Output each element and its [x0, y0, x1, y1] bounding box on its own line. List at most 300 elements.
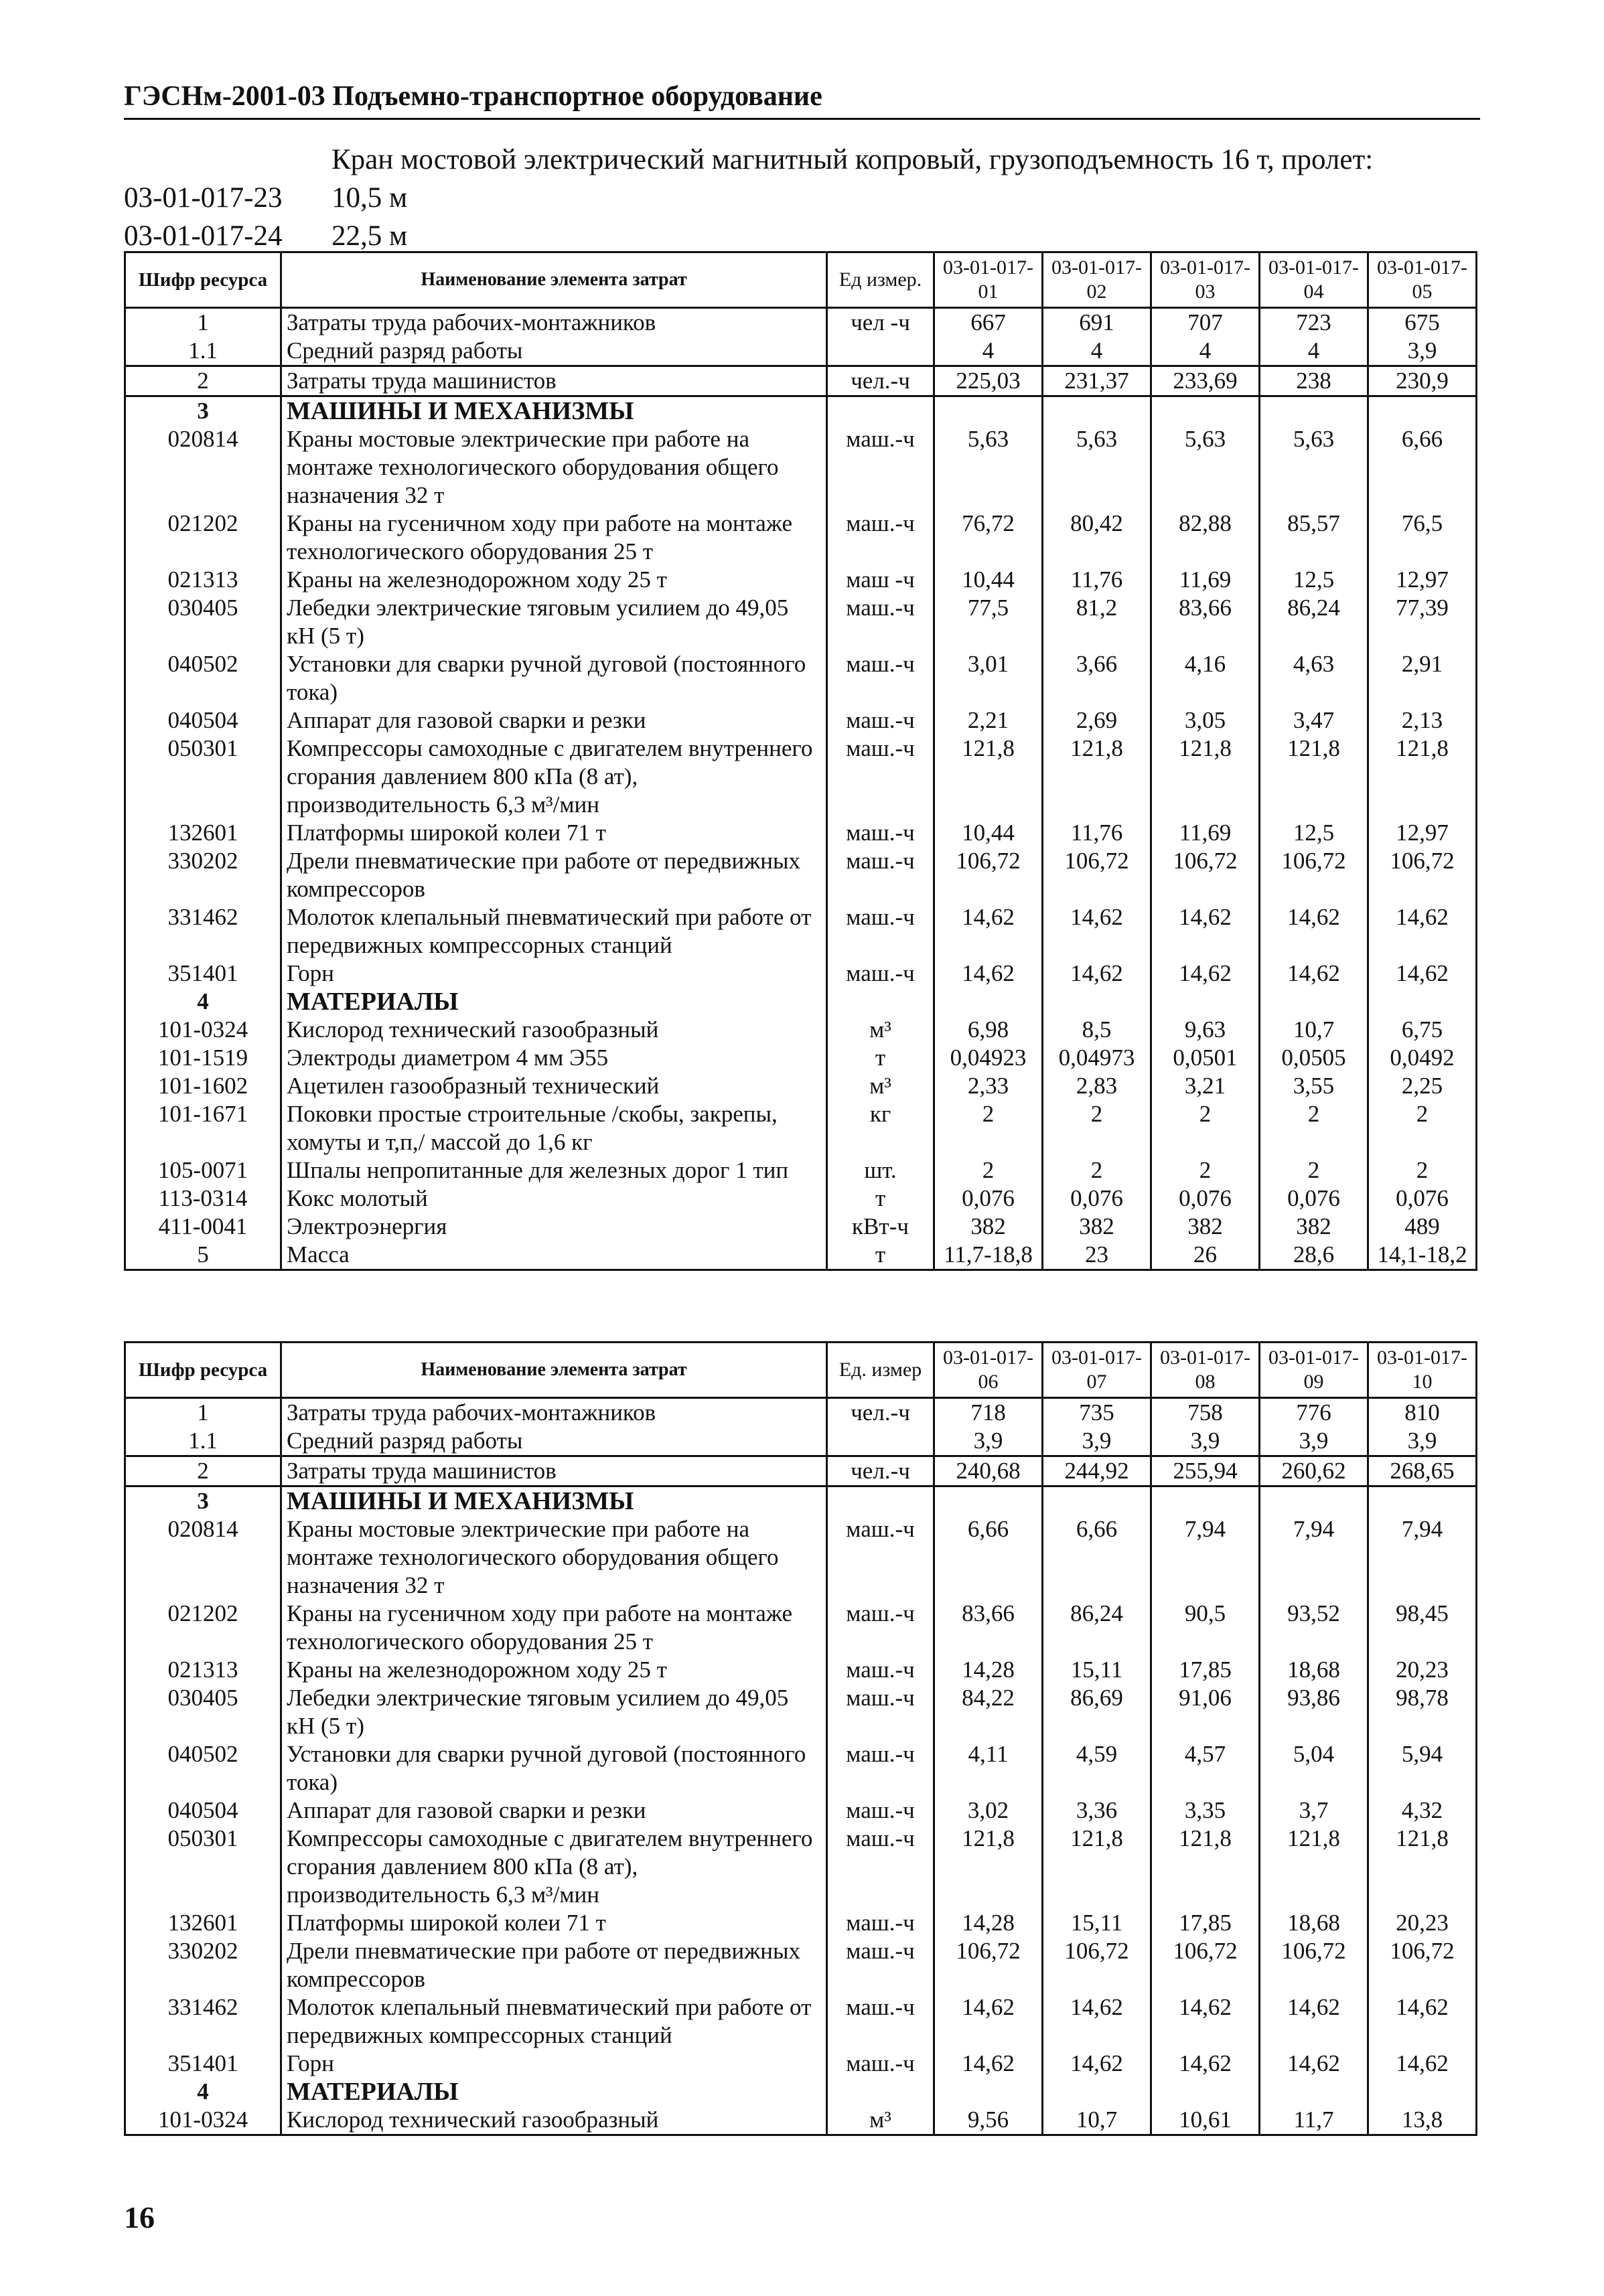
row-value: 83,66 — [1151, 594, 1260, 650]
row-value: 2 — [1043, 1100, 1151, 1156]
row-value: 4,32 — [1368, 1796, 1477, 1825]
intro-item-value: 22,5 м — [332, 220, 408, 252]
row-value: 14,62 — [1151, 2050, 1260, 2078]
row-value: 10,7 — [1043, 2106, 1151, 2135]
row-value: 382 — [1151, 1213, 1260, 1241]
row-value: 0,076 — [1151, 1184, 1260, 1213]
row-unit: т — [827, 1241, 934, 1270]
row-value: 14,62 — [934, 1993, 1043, 2050]
row-name: Поковки простые строительные /скобы, закрепы, хомуты и т,п,/ массой до 1,6 кг — [281, 1100, 827, 1156]
row-code: 101-0324 — [125, 1016, 281, 1044]
row-unit: маш.-ч — [827, 425, 934, 510]
row-unit: чел.-ч — [827, 1398, 934, 1428]
row-value: 18,68 — [1260, 1656, 1368, 1684]
row-name: Платформы широкой колеи 71 т — [281, 819, 827, 847]
row-value: 11,69 — [1151, 566, 1260, 594]
row-code: 3 — [125, 396, 281, 426]
row-value: 17,85 — [1151, 1909, 1260, 1937]
row-unit: т — [827, 1044, 934, 1072]
row-value — [1151, 396, 1260, 426]
table-row — [125, 706, 1477, 735]
row-value: 3,21 — [1151, 1072, 1260, 1100]
row-value: 4,57 — [1151, 1740, 1260, 1796]
row-unit: маш.-ч — [827, 1684, 934, 1740]
row-value: 0,076 — [1043, 1184, 1151, 1213]
row-value: 4,63 — [1260, 650, 1368, 706]
row-unit — [827, 988, 934, 1016]
row-name: Аппарат для газовой сварки и резки — [281, 706, 827, 735]
row-value: 82,88 — [1151, 510, 1260, 566]
row-code: 050301 — [125, 1825, 281, 1909]
row-name: Лебедки электрические тяговым усилием до 49,05 кН (5 т) — [281, 1684, 827, 1740]
row-value — [934, 988, 1043, 1016]
row-name: Краны на железнодорожном ходу 25 т — [281, 566, 827, 594]
row-value: 14,62 — [1260, 960, 1368, 988]
row-value: 5,63 — [934, 425, 1043, 510]
row-code: 030405 — [125, 594, 281, 650]
row-value: 2,25 — [1368, 1072, 1477, 1100]
row-unit: м³ — [827, 2106, 934, 2135]
row-value: 10,44 — [934, 566, 1043, 594]
row-name: Масса — [281, 1241, 827, 1270]
row-code: 1.1 — [125, 337, 281, 366]
table-row — [125, 337, 1477, 366]
row-value: 14,62 — [934, 2050, 1043, 2078]
row-value — [1151, 1486, 1260, 1516]
row-value: 106,72 — [934, 1937, 1043, 1993]
row-value: 260,62 — [1260, 1456, 1368, 1486]
table-row — [125, 2106, 1477, 2135]
row-unit — [827, 337, 934, 366]
row-value: 11,76 — [1043, 566, 1151, 594]
header-col: 03-01-017-07 — [1043, 1343, 1151, 1398]
row-value: 9,63 — [1151, 1016, 1260, 1044]
row-value: 489 — [1368, 1213, 1477, 1241]
table-row — [125, 1398, 1477, 1428]
row-name: Средний разряд работы — [281, 337, 827, 366]
row-value: 382 — [934, 1213, 1043, 1241]
row-value: 255,94 — [1151, 1456, 1260, 1486]
row-value: 244,92 — [1043, 1456, 1151, 1486]
row-code: 1.1 — [125, 1427, 281, 1456]
row-value: 14,62 — [1151, 960, 1260, 988]
row-value: 6,98 — [934, 1016, 1043, 1044]
row-value — [1043, 988, 1151, 1016]
table-row — [125, 1044, 1477, 1072]
row-unit: кВт-ч — [827, 1213, 934, 1241]
row-value: 20,23 — [1368, 1656, 1477, 1684]
row-code: 3 — [125, 1486, 281, 1516]
row-value: 28,6 — [1260, 1241, 1368, 1270]
row-unit: маш.-ч — [827, 960, 934, 988]
row-name: Лебедки электрические тяговым усилием до 49,05 кН (5 т) — [281, 594, 827, 650]
row-value: 3,05 — [1151, 706, 1260, 735]
section-intro — [124, 141, 1480, 255]
row-value: 93,52 — [1260, 1600, 1368, 1656]
table-row — [125, 396, 1477, 426]
table-row — [125, 650, 1477, 706]
row-value: 0,076 — [1260, 1184, 1368, 1213]
row-value: 0,04923 — [934, 1044, 1043, 1072]
table-row — [125, 1600, 1477, 1656]
header-col: 03-01-017-06 — [934, 1343, 1043, 1398]
row-code: 040504 — [125, 1796, 281, 1825]
header-col: 03-01-017-01 — [934, 252, 1043, 308]
header-unit: Ед измер. — [827, 252, 934, 308]
row-value: 14,62 — [1368, 2050, 1477, 2078]
row-value: 382 — [1260, 1213, 1368, 1241]
row-value: 3,66 — [1043, 650, 1151, 706]
row-value: 3,9 — [1260, 1427, 1368, 1456]
row-value — [1368, 988, 1477, 1016]
row-code: 021313 — [125, 566, 281, 594]
row-value: 6,66 — [1043, 1515, 1151, 1600]
row-unit: чел -ч — [827, 308, 934, 337]
row-value: 12,97 — [1368, 566, 1477, 594]
row-value: 106,72 — [1260, 847, 1368, 903]
row-name: Электроды диаметром 4 мм Э55 — [281, 1044, 827, 1072]
row-unit: маш.-ч — [827, 1796, 934, 1825]
row-value: 3,35 — [1151, 1796, 1260, 1825]
row-value: 4,11 — [934, 1740, 1043, 1796]
row-value: 7,94 — [1151, 1515, 1260, 1600]
header-col: 03-01-017-05 — [1368, 252, 1477, 308]
row-value — [1260, 988, 1368, 1016]
row-value: 106,72 — [934, 847, 1043, 903]
row-value — [1260, 1486, 1368, 1516]
row-value — [934, 1486, 1043, 1516]
table-row — [125, 960, 1477, 988]
row-name: Краны на железнодорожном ходу 25 т — [281, 1656, 827, 1684]
running-title: ГЭСНм-2001-03 Подъемно-транспортное оборудование — [124, 80, 1480, 120]
table-row — [125, 847, 1477, 903]
row-value: 121,8 — [1151, 735, 1260, 819]
row-value: 3,9 — [1368, 337, 1477, 366]
row-value: 121,8 — [934, 735, 1043, 819]
row-value: 14,62 — [1151, 1993, 1260, 2050]
row-unit: маш.-ч — [827, 510, 934, 566]
row-name: Затраты труда машинистов — [281, 366, 827, 396]
row-code: 030405 — [125, 1684, 281, 1740]
row-value: 5,63 — [1260, 425, 1368, 510]
row-value: 758 — [1151, 1398, 1260, 1428]
table-row — [125, 1241, 1477, 1270]
row-unit: маш -ч — [827, 566, 934, 594]
row-value: 0,04973 — [1043, 1044, 1151, 1072]
row-value: 15,11 — [1043, 1656, 1151, 1684]
row-value: 106,72 — [1043, 1937, 1151, 1993]
row-unit: маш.-ч — [827, 819, 934, 847]
row-value: 240,68 — [934, 1456, 1043, 1486]
table-body — [125, 308, 1477, 1270]
row-name: Дрели пневматические при работе от передвижных компрессоров — [281, 1937, 827, 1993]
row-value: 230,9 — [1368, 366, 1477, 396]
row-name: Горн — [281, 2050, 827, 2078]
row-value: 76,72 — [934, 510, 1043, 566]
row-value — [1368, 2078, 1477, 2106]
row-value: 4 — [1151, 337, 1260, 366]
row-value: 0,076 — [1368, 1184, 1477, 1213]
row-code: 021202 — [125, 510, 281, 566]
row-unit — [827, 396, 934, 426]
header-unit: Ед. измер — [827, 1343, 934, 1398]
row-unit: маш.-ч — [827, 1600, 934, 1656]
table-row — [125, 1016, 1477, 1044]
row-value: 776 — [1260, 1398, 1368, 1428]
row-value: 12,5 — [1260, 819, 1368, 847]
row-value: 6,66 — [1368, 425, 1477, 510]
row-value: 675 — [1368, 308, 1477, 337]
row-name: Затраты труда рабочих-монтажников — [281, 308, 827, 337]
header-col: 03-01-017-08 — [1151, 1343, 1260, 1398]
intro-item — [124, 217, 1480, 255]
row-code: 331462 — [125, 1993, 281, 2050]
row-unit: маш.-ч — [827, 1515, 934, 1600]
row-code: 132601 — [125, 819, 281, 847]
table-row — [125, 903, 1477, 960]
row-value: 4 — [934, 337, 1043, 366]
row-value: 10,7 — [1260, 1016, 1368, 1044]
row-value — [1151, 988, 1260, 1016]
row-value: 6,75 — [1368, 1016, 1477, 1044]
row-value: 4 — [1043, 337, 1151, 366]
header-code: Шифр ресурса — [125, 252, 281, 308]
row-unit: чел.-ч — [827, 1456, 934, 1486]
row-code: 1 — [125, 308, 281, 337]
intro-item — [124, 179, 1480, 217]
row-value: 14,62 — [1043, 2050, 1151, 2078]
row-unit: м³ — [827, 1072, 934, 1100]
row-value — [1043, 2078, 1151, 2106]
row-name: Аппарат для газовой сварки и резки — [281, 1796, 827, 1825]
row-value — [1368, 396, 1477, 426]
row-value: 2 — [1151, 1156, 1260, 1184]
table-body — [125, 1398, 1477, 2135]
row-code: 021313 — [125, 1656, 281, 1684]
row-name: Установки для сварки ручной дуговой (постоянного тока) — [281, 1740, 827, 1796]
row-name: Краны на гусеничном ходу при работе на монтаже технологического оборудования 25 т — [281, 1600, 827, 1656]
table-row — [125, 1740, 1477, 1796]
table-row — [125, 1515, 1477, 1600]
row-name: Компрессоры самоходные с двигателем внутреннего сгорания давлением 800 кПа (8 ат), производительность 6,3 м³/мин — [281, 735, 827, 819]
row-value: 3,7 — [1260, 1796, 1368, 1825]
row-value: 121,8 — [1260, 735, 1368, 819]
row-value: 11,76 — [1043, 819, 1151, 847]
table-header-row — [125, 252, 1477, 308]
row-unit — [827, 1486, 934, 1516]
row-value: 84,22 — [934, 1684, 1043, 1740]
row-value: 0,0501 — [1151, 1044, 1260, 1072]
row-value: 14,62 — [1043, 1993, 1151, 2050]
row-value: 3,02 — [934, 1796, 1043, 1825]
row-name: Дрели пневматические при работе от передвижных компрессоров — [281, 847, 827, 903]
row-value: 2,83 — [1043, 1072, 1151, 1100]
table-row — [125, 1427, 1477, 1456]
row-name: МАТЕРИАЛЫ — [281, 988, 827, 1016]
row-code: 132601 — [125, 1909, 281, 1937]
row-unit: т — [827, 1184, 934, 1213]
row-value: 121,8 — [934, 1825, 1043, 1909]
table-row — [125, 1100, 1477, 1156]
row-unit: маш.-ч — [827, 1909, 934, 1937]
row-code: 4 — [125, 2078, 281, 2106]
row-value: 4,16 — [1151, 650, 1260, 706]
row-value: 14,62 — [934, 903, 1043, 960]
row-value: 121,8 — [1043, 735, 1151, 819]
row-value: 121,8 — [1260, 1825, 1368, 1909]
row-value: 3,55 — [1260, 1072, 1368, 1100]
row-value: 98,78 — [1368, 1684, 1477, 1740]
row-value: 85,57 — [1260, 510, 1368, 566]
row-value — [1368, 1486, 1477, 1516]
row-value: 3,36 — [1043, 1796, 1151, 1825]
row-name: МАШИНЫ И МЕХАНИЗМЫ — [281, 396, 827, 426]
row-value: 2 — [934, 1156, 1043, 1184]
row-value: 2,21 — [934, 706, 1043, 735]
row-value: 12,97 — [1368, 819, 1477, 847]
row-value: 98,45 — [1368, 1600, 1477, 1656]
row-value: 11,7-18,8 — [934, 1241, 1043, 1270]
table-row — [125, 988, 1477, 1016]
row-value — [934, 2078, 1043, 2106]
row-name: Платформы широкой колеи 71 т — [281, 1909, 827, 1937]
row-value — [1260, 2078, 1368, 2106]
row-value: 121,8 — [1043, 1825, 1151, 1909]
row-value: 2,33 — [934, 1072, 1043, 1100]
row-value: 106,72 — [1368, 847, 1477, 903]
row-value: 2 — [1368, 1156, 1477, 1184]
row-name: Молоток клепальный пневматический при работе от передвижных компрессорных станций — [281, 903, 827, 960]
row-unit: кг — [827, 1100, 934, 1156]
row-value: 17,85 — [1151, 1656, 1260, 1684]
page-number: 16 — [124, 2200, 155, 2234]
row-value: 4 — [1260, 337, 1368, 366]
row-name: Горн — [281, 960, 827, 988]
row-value: 0,0492 — [1368, 1044, 1477, 1072]
row-value — [1151, 2078, 1260, 2106]
row-code: 040504 — [125, 706, 281, 735]
table-row — [125, 1213, 1477, 1241]
row-value: 23 — [1043, 1241, 1151, 1270]
table-row — [125, 1684, 1477, 1740]
row-value: 91,06 — [1151, 1684, 1260, 1740]
header-name: Наименование элемента затрат — [281, 252, 827, 308]
row-name: Установки для сварки ручной дуговой (постоянного тока) — [281, 650, 827, 706]
row-value: 77,39 — [1368, 594, 1477, 650]
row-unit — [827, 2078, 934, 2106]
header-col: 03-01-017-04 — [1260, 252, 1368, 308]
row-value: 3,01 — [934, 650, 1043, 706]
row-code: 020814 — [125, 425, 281, 510]
row-code: 411-0041 — [125, 1213, 281, 1241]
table-row — [125, 1184, 1477, 1213]
row-value: 14,62 — [1368, 903, 1477, 960]
row-code: 351401 — [125, 960, 281, 988]
row-value: 90,5 — [1151, 1600, 1260, 1656]
row-value: 121,8 — [1368, 1825, 1477, 1909]
row-value: 14,62 — [1043, 903, 1151, 960]
row-value: 5,63 — [1151, 425, 1260, 510]
row-name: Краны мостовые электрические при работе на монтаже технологического оборудования общего назначения 32 т — [281, 1515, 827, 1600]
row-name: Средний разряд работы — [281, 1427, 827, 1456]
row-value: 5,94 — [1368, 1740, 1477, 1796]
row-unit: маш.-ч — [827, 1740, 934, 1796]
row-name: Краны на гусеничном ходу при работе на монтаже технологического оборудования 25 т — [281, 510, 827, 566]
row-value: 5,04 — [1260, 1740, 1368, 1796]
row-value: 10,44 — [934, 819, 1043, 847]
row-value: 8,5 — [1043, 1016, 1151, 1044]
row-value: 14,62 — [1260, 1993, 1368, 2050]
row-code: 5 — [125, 1241, 281, 1270]
row-value: 238 — [1260, 366, 1368, 396]
row-unit: маш.-ч — [827, 706, 934, 735]
row-value: 3,47 — [1260, 706, 1368, 735]
row-unit: маш.-ч — [827, 594, 934, 650]
row-unit: маш.-ч — [827, 1656, 934, 1684]
row-value: 13,8 — [1368, 2106, 1477, 2135]
row-value: 0,0505 — [1260, 1044, 1368, 1072]
row-value: 225,03 — [934, 366, 1043, 396]
row-unit: маш.-ч — [827, 1937, 934, 1993]
row-code: 331462 — [125, 903, 281, 960]
row-value: 26 — [1151, 1241, 1260, 1270]
row-code: 050301 — [125, 735, 281, 819]
row-value: 718 — [934, 1398, 1043, 1428]
row-value: 6,66 — [934, 1515, 1043, 1600]
row-name: Компрессоры самоходные с двигателем внутреннего сгорания давлением 800 кПа (8 ат), производительность 6,3 м³/мин — [281, 1825, 827, 1909]
table-row — [125, 594, 1477, 650]
row-value: 93,86 — [1260, 1684, 1368, 1740]
row-value: 81,2 — [1043, 594, 1151, 650]
row-value: 2,91 — [1368, 650, 1477, 706]
row-code: 351401 — [125, 2050, 281, 2078]
row-code: 1 — [125, 1398, 281, 1428]
row-unit: маш.-ч — [827, 903, 934, 960]
row-code: 040502 — [125, 1740, 281, 1796]
row-name: Кислород технический газообразный — [281, 2106, 827, 2135]
row-value: 15,11 — [1043, 1909, 1151, 1937]
row-value: 2,13 — [1368, 706, 1477, 735]
row-name: Молоток клепальный пневматический при работе от передвижных компрессорных станций — [281, 1993, 827, 2050]
table-row — [125, 1825, 1477, 1909]
row-name: Электроэнергия — [281, 1213, 827, 1241]
row-value: 3,9 — [934, 1427, 1043, 1456]
header-code: Шифр ресурса — [125, 1343, 281, 1398]
row-code: 101-0324 — [125, 2106, 281, 2135]
row-value: 2 — [1151, 1100, 1260, 1156]
row-unit: маш.-ч — [827, 735, 934, 819]
row-value: 707 — [1151, 308, 1260, 337]
table-row — [125, 425, 1477, 510]
row-value: 14,1-18,2 — [1368, 1241, 1477, 1270]
table-row — [125, 366, 1477, 396]
table-row — [125, 566, 1477, 594]
row-value: 268,65 — [1368, 1456, 1477, 1486]
intro-item-code: 03-01-017-23 — [124, 182, 283, 214]
row-value: 77,5 — [934, 594, 1043, 650]
row-value — [1043, 396, 1151, 426]
row-value: 2 — [1368, 1100, 1477, 1156]
norms-table-1 — [124, 251, 1477, 1271]
row-value: 233,69 — [1151, 366, 1260, 396]
row-value: 2 — [934, 1100, 1043, 1156]
table-row — [125, 1796, 1477, 1825]
row-name: Кислород технический газообразный — [281, 1016, 827, 1044]
header-col: 03-01-017-02 — [1043, 252, 1151, 308]
row-value: 231,37 — [1043, 366, 1151, 396]
row-value: 14,28 — [934, 1656, 1043, 1684]
row-value: 14,62 — [1260, 2050, 1368, 2078]
